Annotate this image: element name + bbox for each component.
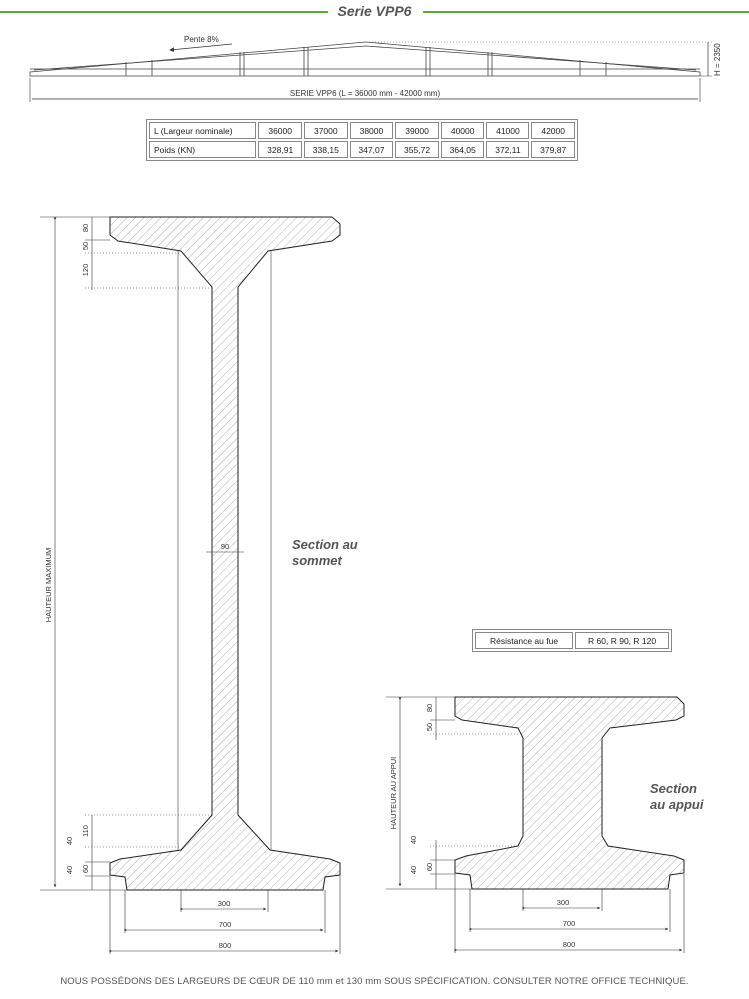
page-title: Serie VPP6	[0, 3, 749, 19]
length-row-header: L (Largeur nominale)	[149, 122, 256, 139]
dim-80-label: 80	[425, 703, 434, 713]
dim-50-label: 50	[81, 241, 90, 251]
dim-120-label: 120	[81, 263, 90, 277]
weight-cell: 338,15	[304, 141, 348, 158]
slope-label: Pente 8%	[184, 35, 219, 44]
fire-resistance-label: Résistance au fue	[475, 632, 573, 649]
spec-table	[146, 119, 578, 161]
dim-800-label: 800	[218, 941, 232, 950]
weight-row-header: Poids (KN)	[149, 141, 256, 158]
dim-60-label: 60	[425, 862, 434, 872]
length-cell: 38000	[350, 122, 394, 139]
section-top-label: Section au sommet	[292, 537, 358, 568]
table-row	[149, 122, 575, 139]
dim-300-label: 300	[556, 898, 570, 907]
height-support-label: HAUTEUR AU APPUI	[389, 756, 398, 830]
dim-50-label: 50	[425, 722, 434, 732]
section-top-drawing	[0, 200, 380, 960]
length-cell: 40000	[441, 122, 485, 139]
footer-note: NOUS POSSÉDONS DES LARGEURS DE CŒUR DE 110 mm et 130 mm SOUS SPÉCIFICATION. CONSULTER NOTRE OFFICE TECHNIQUE.	[60, 976, 689, 987]
dim-web-label: 90	[220, 542, 230, 551]
fire-resistance-value: R 60, R 90, R 120	[575, 632, 669, 649]
dim-110-label: 110	[81, 825, 90, 837]
dim-800-label: 800	[562, 940, 576, 949]
height-label: H = 2350	[713, 43, 722, 76]
length-cell: 42000	[531, 122, 575, 139]
fire-resistance-table	[472, 629, 672, 652]
dim-40b-label: 40	[65, 865, 74, 875]
weight-cell: 364,05	[441, 141, 485, 158]
beam-elevation-drawing	[0, 28, 749, 106]
section-support-drawing	[380, 680, 749, 960]
height-max-label: HAUTEUR MAXIMUM	[44, 547, 53, 623]
span-label: SERIE VPP6 (L = 36000 mm - 42000 mm)	[289, 89, 441, 98]
dim-40b-label: 40	[409, 865, 418, 875]
beam-outline	[30, 42, 700, 76]
dim-40a-label: 40	[409, 835, 418, 845]
table-row	[475, 632, 669, 649]
weight-cell: 379,87	[531, 141, 575, 158]
dim-700-label: 700	[562, 919, 576, 928]
dim-60-label: 60	[81, 864, 90, 874]
weight-cell: 372,11	[486, 141, 529, 158]
weight-cell: 328,91	[258, 141, 302, 158]
length-cell: 36000	[258, 122, 302, 139]
length-cell: 37000	[304, 122, 348, 139]
dim-700-label: 700	[218, 920, 232, 929]
weight-cell: 347,07	[350, 141, 394, 158]
dim-80-label: 80	[81, 223, 90, 233]
slope-arrow	[170, 44, 232, 50]
length-cell: 39000	[395, 122, 439, 139]
dim-40a-label: 40	[65, 836, 74, 846]
length-cell: 41000	[486, 122, 529, 139]
weight-cell: 355,72	[395, 141, 439, 158]
section-support-label: Section au appui	[650, 781, 704, 812]
table-row	[149, 141, 575, 158]
dim-300-label: 300	[217, 899, 231, 908]
